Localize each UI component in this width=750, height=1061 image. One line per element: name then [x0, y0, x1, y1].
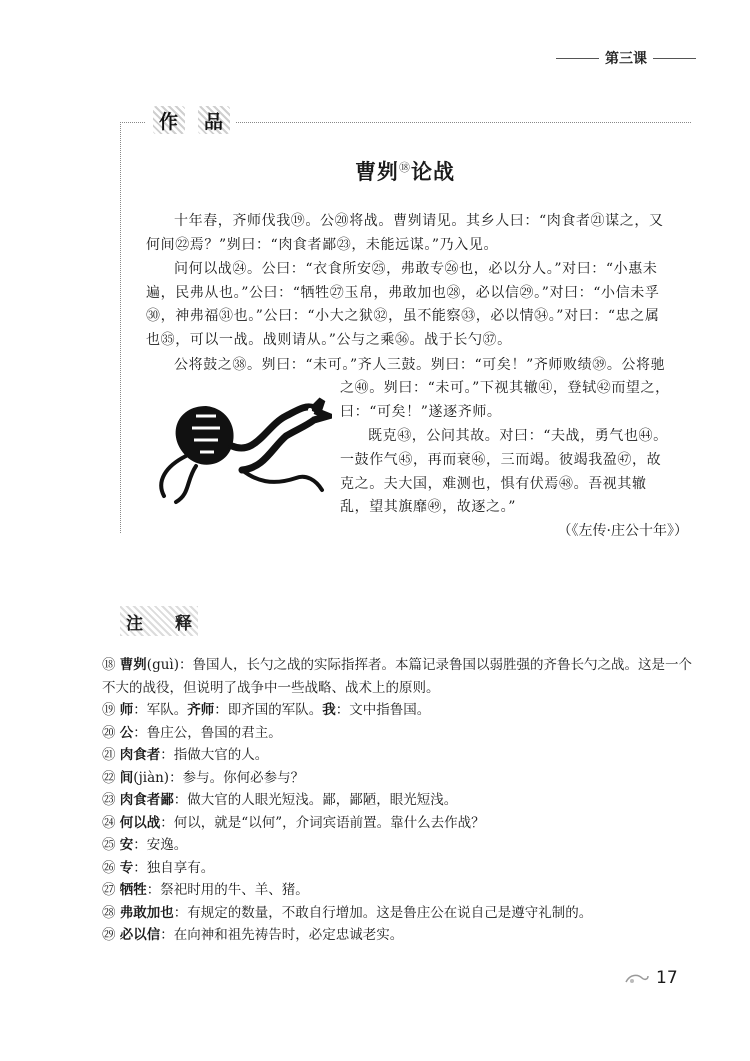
note-item — [102, 924, 692, 947]
note-text: ：即齐国的军队。 — [214, 702, 323, 718]
page-ornament-icon — [624, 972, 650, 986]
note-term: 肉食者鄙 — [119, 792, 174, 808]
paragraph-1: 十年春，齐师伐我⑲。公⑳将战。曹刿请见。其乡人曰：“肉食者㉑谋之，又何间㉒焉？”刿曰：“肉食者鄙㉓，未能远谋。”乃入见。 — [146, 213, 664, 253]
work-title — [120, 156, 690, 186]
dragon-illustration — [146, 386, 332, 512]
note-term: 公 — [119, 724, 134, 741]
header-rule-left — [556, 58, 599, 59]
note-text: (jiàn)：参与。你何必参与？ — [133, 769, 305, 786]
badge-char: 释 — [175, 613, 192, 634]
note-text: ：祭祀时用的牛、羊、猪。 — [146, 882, 309, 898]
note-term: 间 — [119, 769, 134, 786]
note-text: (guì)：鲁国人，长勺之战的实际指挥者。本篇记录鲁国以弱胜强的齐鲁长勺之战。这是一个不大的战役，但说明了战争中一些战略、战术上的原则。 — [102, 657, 692, 696]
title-main: 曹刿 — [355, 160, 399, 184]
notes-list — [102, 654, 692, 947]
note-text: ：安逸。 — [133, 837, 188, 853]
note-item — [102, 744, 692, 767]
note-item — [102, 789, 692, 812]
note-number: ㉕ — [102, 837, 116, 853]
paragraph-3: 公将鼓之㊳。刿曰：“未可。”齐人三鼓。刿曰：“可矣！”齐师败绩㊴。公将驰 — [174, 357, 666, 373]
note-term: 肉食者 — [119, 747, 161, 763]
paragraph-3-cont: 之㊵。刿曰：“未可。”下视其辙㊶，登轼㊷而望之，曰：“可矣！”遂逐齐师。 — [340, 380, 670, 420]
badge-char: 品 — [198, 106, 230, 134]
note-number: ⑲ — [102, 702, 116, 718]
title-rest: 论战 — [411, 160, 455, 184]
section-badge-works — [146, 104, 236, 136]
note-term: 师 — [119, 702, 134, 718]
note-term: 牺牲 — [119, 882, 147, 898]
note-number: ㉒ — [102, 769, 116, 786]
badge-char: 注 — [126, 613, 143, 634]
note-item — [102, 857, 692, 880]
note-text: ：独自享有。 — [133, 859, 215, 876]
note-text: ：有规定的数量，不敢自行增加。这是鲁庄公在说自己是遵守礼制的。 — [173, 904, 593, 921]
section-badge-notes — [120, 606, 198, 636]
note-item — [102, 767, 692, 790]
title-footnote-mark: ⑱ — [399, 161, 411, 174]
note-term: 何以战 — [119, 814, 161, 831]
note-text: ：军队。 — [133, 702, 188, 718]
note-number: ㉙ — [102, 927, 116, 943]
note-item — [102, 654, 692, 699]
lesson-header — [556, 48, 696, 68]
note-term: 齐师 — [187, 702, 215, 718]
note-number: ㉔ — [102, 814, 116, 831]
note-item — [102, 879, 692, 902]
note-item — [102, 834, 692, 857]
note-number: ⑳ — [102, 724, 116, 741]
note-number: ㉘ — [102, 904, 116, 921]
badge-char: 作 — [153, 106, 185, 134]
note-term: 安 — [119, 837, 134, 853]
note-text: ：做大官的人眼光短浅。鄙，鄙陋，眼光短浅。 — [173, 792, 458, 808]
note-text: ：文中指鲁国。 — [335, 702, 431, 718]
note-term: 弗敢加也 — [119, 904, 174, 921]
note-term: 专 — [119, 859, 134, 876]
note-text: ：何以，就是“以何”，介词宾语前置。靠什么去作战？ — [160, 814, 485, 831]
note-term: 必以信 — [119, 927, 161, 943]
paragraph-4-cont: 一鼓作气㊺，再而衰㊻，三而竭。彼竭我盈㊼，故克之。夫大国，难测也，惧有伏焉㊽。吾视其辙乱，望其旗靡㊾，故逐之。” — [340, 452, 662, 515]
note-number: ㉖ — [102, 859, 116, 876]
lesson-title: 第三课 — [605, 51, 647, 67]
note-term: 曹刿 — [119, 657, 147, 673]
page-number: 17 — [656, 968, 678, 988]
note-item — [102, 902, 692, 925]
note-text: ：指做大官的人。 — [160, 747, 269, 763]
note-item — [102, 699, 692, 722]
paragraph-2: 问何以战㉔。公曰：“衣食所安㉕，弗敢专㉖也，必以分人。”对曰：“小惠未遍，民弗从也。”公曰：“牺牲㉗玉帛，弗敢加也㉘，必以信㉙。”对曰：“小信未孚㉚，神弗福㉛也。”公曰：“小大之狱㉜，虽不能察㉝，必以情㉞。”对曰：“忠之属也㉟，可以一战。战则请从。”公与之乘㊱。战于长勺㊲。 — [146, 261, 660, 348]
note-number: ㉓ — [102, 792, 116, 808]
note-item — [102, 722, 692, 745]
note-item — [102, 812, 692, 835]
paragraph-4: 既克㊸，公问其故。对曰：“夫战，勇气也㊹。 — [368, 428, 668, 444]
note-text: ：在向神和祖先祷告时，必定忠诚老实。 — [160, 927, 404, 943]
note-number: ㉗ — [102, 882, 116, 898]
note-number: ㉑ — [102, 747, 116, 763]
source-citation: （《左传·庄公十年》） — [557, 523, 688, 539]
note-term: 我 — [322, 702, 336, 718]
header-rule-right — [653, 58, 696, 59]
note-text: ：鲁庄公，鲁国的君主。 — [133, 724, 282, 741]
note-number: ⑱ — [102, 657, 116, 673]
